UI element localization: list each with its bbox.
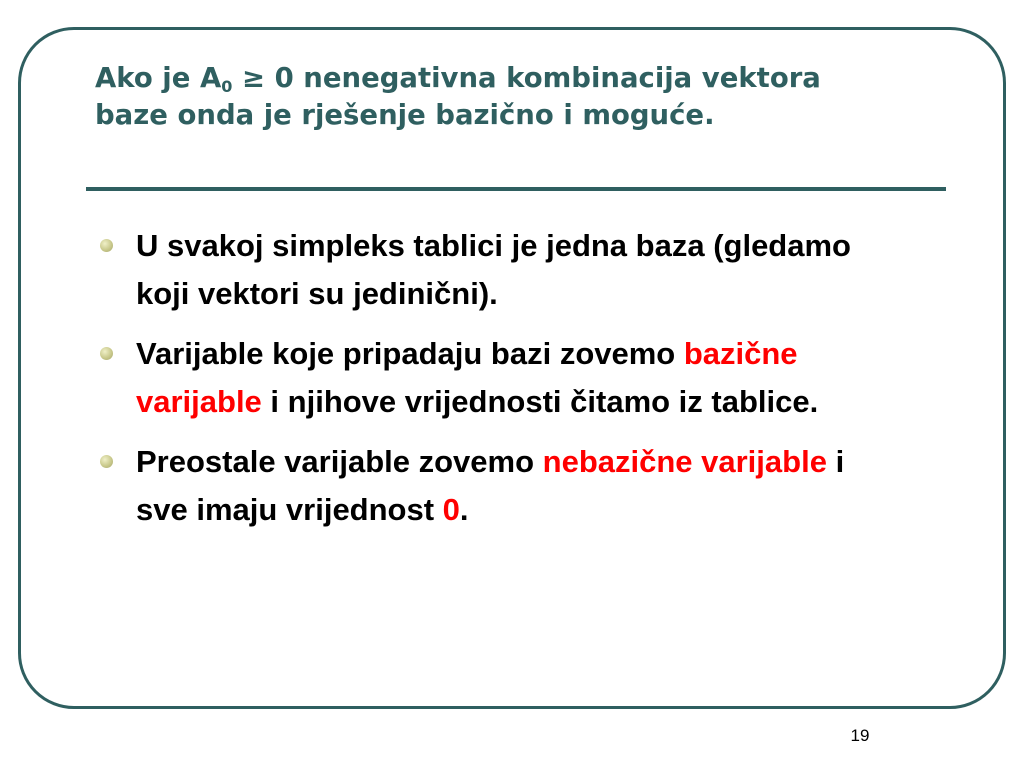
bullet-text-after: i njihove vrijednosti čitamo iz tablice.	[261, 384, 819, 419]
bullet-list	[100, 222, 900, 546]
title-divider	[86, 187, 946, 191]
bullet-text-before: Varijable koje pripadaju bazi zovemo	[136, 336, 684, 371]
highlight-basic-variables: bazične varijable	[136, 336, 798, 419]
bullet-item-3	[100, 438, 900, 534]
bullet-text-middle: i sve imaju vrijednost	[136, 444, 845, 527]
bullet-text: U svakoj simpleks tablici je jedna baza (gledamo koji vektori su jedinični).	[136, 228, 851, 311]
bullet-text-before: Preostale varijable zovemo	[136, 444, 543, 479]
title-text-part2: ≥ 0 nenegativna kombinacija vektora baze onda je rješenje bazično i moguće.	[95, 62, 821, 131]
slide-title	[95, 60, 895, 134]
bullet-item-2	[100, 330, 900, 426]
bullet-item-1	[100, 222, 900, 318]
title-subscript: 0	[221, 77, 233, 96]
bullet-dot-icon	[100, 347, 113, 360]
highlight-nonbasic-variables: nebazične varijable	[542, 444, 827, 479]
highlight-zero-value: 0	[442, 492, 460, 527]
page-number: 19	[850, 726, 870, 745]
bullet-dot-icon	[100, 455, 113, 468]
title-text-part1: Ako je A	[95, 62, 222, 94]
bullet-dot-icon	[100, 239, 113, 252]
bullet-text-after: .	[459, 492, 469, 527]
